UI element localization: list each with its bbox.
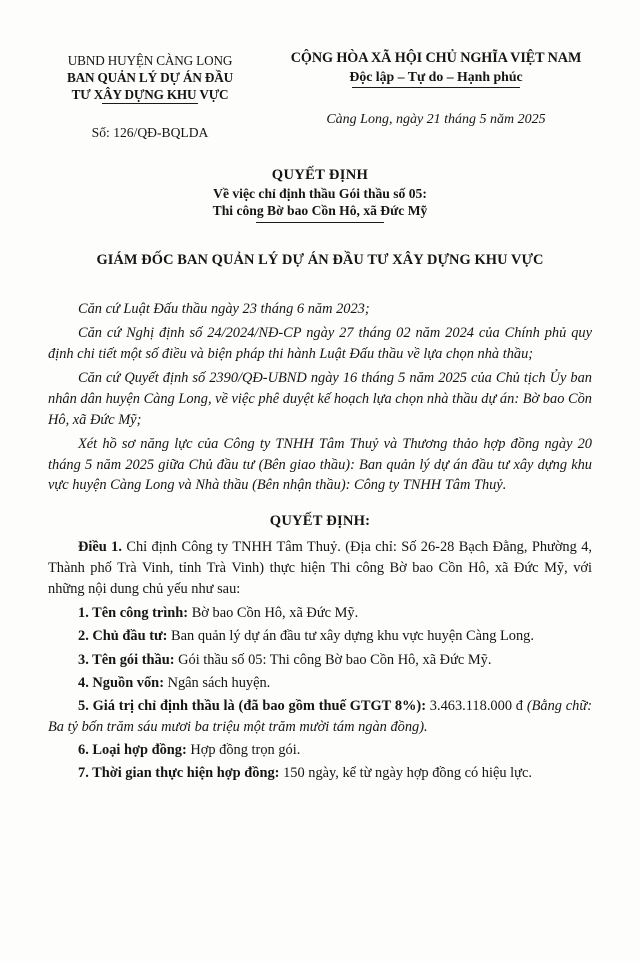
title-subtitle-2: Thi công Bờ bao Cồn Hô, xã Đức Mỹ xyxy=(212,203,428,219)
article-1 xyxy=(48,537,592,600)
clause-2-value: Ban quản lý dự án đầu tư xây dựng khu vực huyện Càng Long. xyxy=(167,628,534,645)
clause-5 xyxy=(48,696,592,738)
org-line-2: BAN QUẢN LÝ DỰ ÁN ĐẦU xyxy=(67,70,233,86)
page-title: QUYẾT ĐỊNH xyxy=(271,167,369,184)
article-1-text: Chỉ định Công ty TNHH Tâm Thuỷ. (Địa chỉ: Số 26-28 Bạch Đằng, Phường 4, Thành phố Trà Vinh, tỉnh Trà Vinh) thực hiện Thi công Bờ bao Cồn Hô, xã Đức Mỹ, với những nội dung chủ yếu như sau: xyxy=(48,539,592,598)
clause-2-number: 2. xyxy=(78,628,89,645)
clause-6 xyxy=(48,740,592,761)
clause-1-value: Bờ bao Cồn Hô, xã Đức Mỹ. xyxy=(188,605,359,622)
clause-1-label: Tên công trình: xyxy=(92,605,189,622)
clause-4 xyxy=(48,673,592,694)
national-motto: Độc lập – Tự do – Hạnh phúc xyxy=(349,69,523,84)
national-motto-block xyxy=(266,50,606,128)
clause-7 xyxy=(48,763,592,784)
country-name: CỘNG HÒA XÃ HỘI CHỦ NGHĨA VIỆT NAM xyxy=(290,50,582,66)
decision-heading: QUYẾT ĐỊNH: xyxy=(269,513,371,530)
document-title-block xyxy=(34,167,606,220)
clause-7-label: Thời gian thực hiện hợp đồng: xyxy=(92,764,280,781)
clause-1 xyxy=(48,603,592,624)
clause-5-amount-in-words: (Bằng chữ: Ba tỷ bốn trăm sáu mươi ba triệu một trăm mười tám ngàn đồng). xyxy=(48,697,593,735)
clause-5-value: 3.463.118.000 đ xyxy=(426,697,527,714)
clause-4-number: 4. xyxy=(78,674,89,691)
document-number: Số: 126/QĐ-BQLDA xyxy=(91,125,209,141)
title-subtitle-1: Về việc chỉ định thầu Gói thầu số 05: xyxy=(213,186,427,202)
clause-3-value: Gói thầu số 05: Thi công Bờ bao Cồn Hô, xã Đức Mỹ. xyxy=(174,651,492,668)
preamble-paragraph-2: Căn cứ Nghị định số 24/2024/NĐ-CP ngày 27 tháng 02 năm 2024 của Chính phủ quy định chi tiết một số điều và biện pháp thi hành Luật Đấu thầu về lựa chọn nhà thầu; xyxy=(48,325,592,363)
clause-4-value: Ngân sách huyện. xyxy=(163,674,271,691)
clause-3-number: 3. xyxy=(78,651,89,668)
clause-6-value: Hợp đồng trọn gói. xyxy=(186,741,301,758)
preamble-paragraph-4: Xét hồ sơ năng lực của Công ty TNHH Tâm Thuỷ và Thương thảo hợp đồng ngày 20 tháng 5 năm 2025 giữa Chủ đầu tư (Bên giao thầu): Ban quản lý dự án đầu tư xây dựng khu vực huyện Càng Long và Nhà thầu (Bên nhận thầu): Công ty TNHH Tâm Thuỷ. xyxy=(48,435,592,494)
clause-4-label: Nguồn vốn: xyxy=(92,674,164,691)
clause-1-number: 1. xyxy=(78,605,89,622)
clause-3 xyxy=(48,650,592,671)
clause-3-label: Tên gói thầu: xyxy=(92,651,175,668)
clause-2 xyxy=(48,626,592,647)
clause-2-label: Chủ đầu tư: xyxy=(92,628,168,645)
clause-5-number: 5. xyxy=(78,697,89,714)
document-body xyxy=(34,299,606,783)
clause-7-value: 150 ngày, kể từ ngày hợp đồng có hiệu lực. xyxy=(279,764,532,781)
clause-7-number: 7. xyxy=(78,764,89,781)
preamble-paragraph-1: Căn cứ Luật Đấu thầu ngày 23 tháng 6 năm 2023; xyxy=(78,301,370,318)
org-line-1: UBND HUYỆN CÀNG LONG xyxy=(67,53,233,68)
document-header xyxy=(34,50,606,141)
place-and-date: Càng Long, ngày 21 tháng 5 năm 2025 xyxy=(326,112,546,127)
issuer-authority: GIÁM ĐỐC BAN QUẢN LÝ DỰ ÁN ĐẦU TƯ XÂY DỰNG KHU VỰC xyxy=(96,252,544,269)
issuing-organization-block xyxy=(34,50,266,141)
article-1-label: Điều 1. xyxy=(78,539,122,556)
org-line-3: TƯ XÂY DỰNG KHU VỰC xyxy=(71,87,229,103)
clause-6-number: 6. xyxy=(78,741,89,758)
clause-5-label: Giá trị chỉ định thầu là (đã bao gồm thuế GTGT 8%): xyxy=(92,697,426,714)
clause-6-label: Loại hợp đồng: xyxy=(92,741,187,758)
preamble-paragraph-3: Căn cứ Quyết định số 2390/QĐ-UBND ngày 16 tháng 5 năm 2025 của Chủ tịch Ủy ban nhân dân huyện Càng Long, về việc phê duyệt kế hoạch lựa chọn nhà thầu dự án: Bờ bao Cồn Hô, xã Đức Mỹ; xyxy=(48,370,592,428)
